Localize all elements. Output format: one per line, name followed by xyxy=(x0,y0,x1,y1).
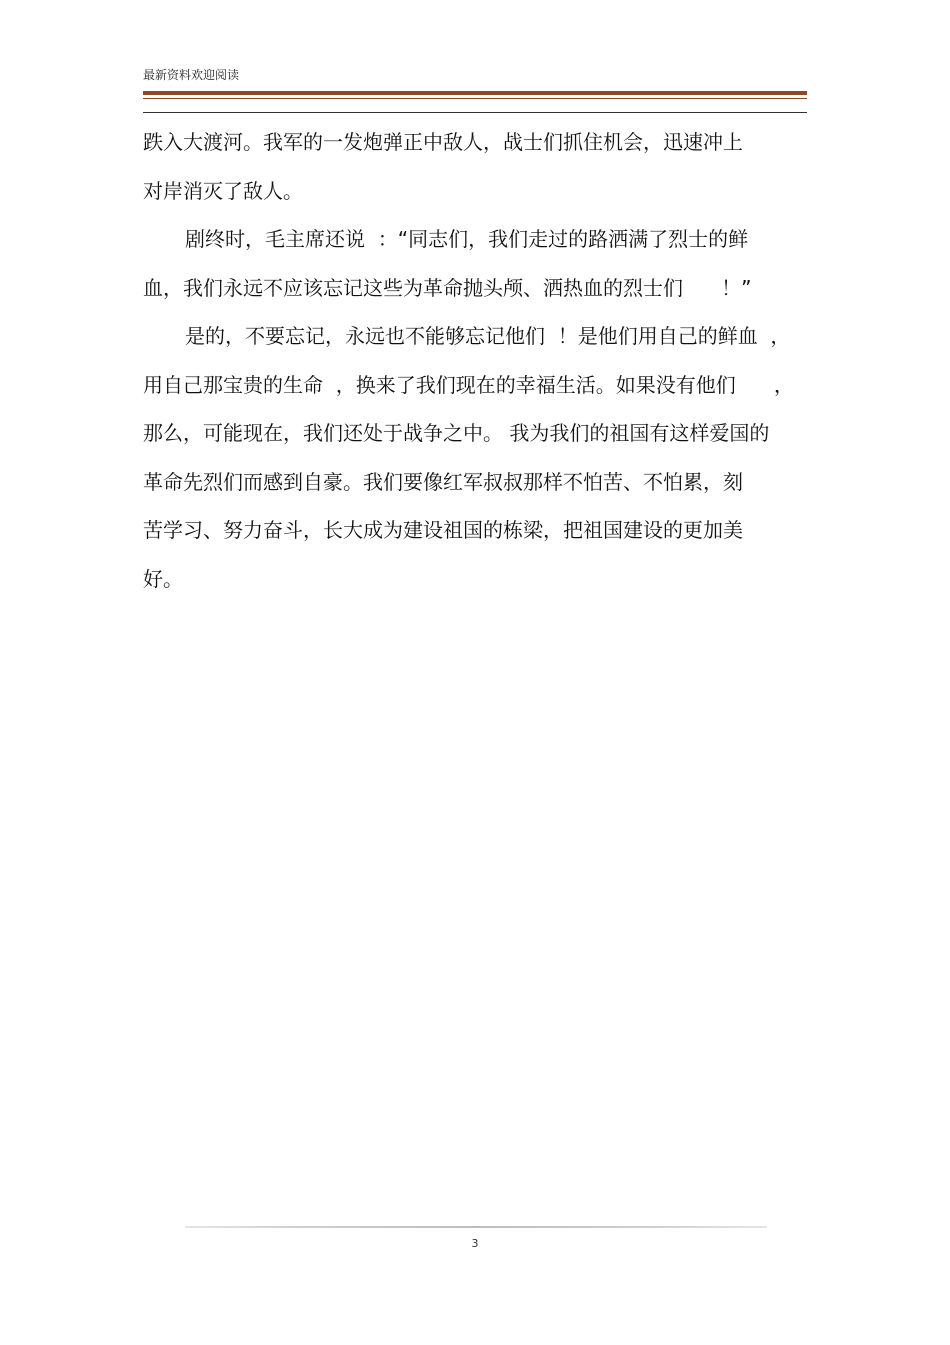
text-line: 跌入大渡河。我军的一发炮弹正中敌人，战士们抓住机会，迅速冲上 xyxy=(143,130,743,154)
text-line: 革命先烈们而感到自豪。我们要像红军叔叔那样不怕苦、不怕累，刻 xyxy=(143,469,743,494)
text-line: 剧终时，毛主席还说 ：“同志们，我们走过的路洒满了烈士的鲜 xyxy=(185,227,749,251)
page-number: 3 xyxy=(471,1237,479,1250)
text-line: 好。 xyxy=(143,566,183,591)
header-rule-thin xyxy=(143,98,807,99)
footer-rule xyxy=(185,1226,767,1228)
header-rule-thick xyxy=(143,91,807,95)
text-line: 苦学习、努力奋斗，长大成为建设祖国的栋梁，把祖国建设的更加美 xyxy=(143,518,743,542)
header-rule-base xyxy=(143,112,807,113)
text-line: 是的，不要忘记，永远也不能够忘记他们 ！是他们用自己的鲜血 ， xyxy=(185,324,791,348)
body-text xyxy=(143,118,807,603)
text-line: 那么，可能现在，我们还处于战争之中。 我为我们的祖国有这样爱国的 xyxy=(143,421,770,445)
header-title: 最新资料欢迎阅读 xyxy=(143,68,240,82)
text-line: 血，我们永远不应该忘记这些为革命抛头颅、洒热血的烈士们 ！” xyxy=(143,275,752,300)
text-line: 用自己那宝贵的生命 ，换来了我们现在的幸福生活。如果没有他们 ， xyxy=(143,372,794,397)
text-line: 对岸消灭了敌人。 xyxy=(143,178,303,203)
